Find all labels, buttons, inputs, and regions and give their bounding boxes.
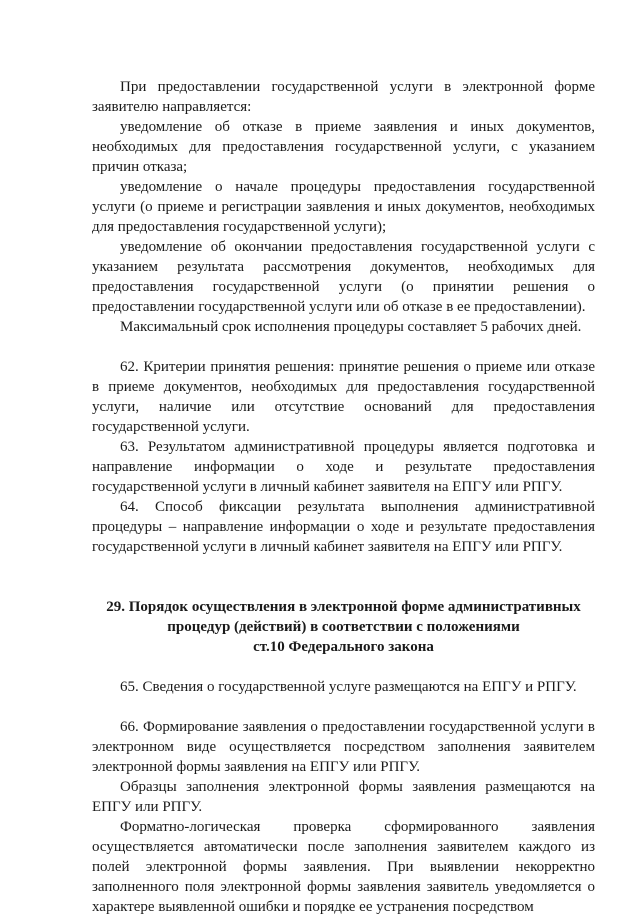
section-heading-line: 29. Порядок осуществления в электронной форме административных <box>106 599 581 615</box>
paragraph-66: 66. Формирование заявления о предоставлении государственной услуги в электронном виде осуществляется посредством заполнения заявителем электронной формы заявления на ЕПГУ или РПГУ. <box>92 719 595 775</box>
spacer <box>92 657 595 677</box>
section-heading <box>92 597 595 657</box>
paragraph-samples: Образцы заполнения электронной формы заявления размещаются на ЕПГУ или РПГУ. <box>92 779 595 815</box>
section-heading-line: процедур (действий) в соответствии с положениями <box>167 619 520 635</box>
paragraph-format-check: Форматно-логическая проверка сформированного заявления осуществляется автоматически после заполнения заявителем каждого из полей электронной формы заявления. При выявлении некорректно заполненного поля электронной формы заявления заявитель уведомляется о характере выявленной ошибки и порядке ее устранения посредством <box>92 819 595 915</box>
spacer <box>92 557 595 597</box>
paragraph-max-term: Максимальный срок исполнения процедуры составляет 5 рабочих дней. <box>120 319 582 335</box>
paragraph-64: 64. Способ фиксации результата выполнения административной процедуры – направление информации о ходе и результате предоставления государственной услуги в личный кабинет заявителя на ЕПГУ или РПГУ. <box>92 499 595 555</box>
section-heading-line: ст.10 Федерального закона <box>253 639 434 655</box>
paragraph-refusal-notice: уведомление об отказе в приеме заявления и иных документов, необходимых для предоставления государственной услуги, с указанием причин отказа; <box>92 119 595 175</box>
paragraph-65: 65. Сведения о государственной услуге размещаются на ЕПГУ и РПГУ. <box>120 679 577 695</box>
paragraph-62: 62. Критерии принятия решения: принятие решения о приеме или отказе в приеме документов, необходимых для предоставления государственной услуги, наличие или отсутствие оснований для предоставления государственной услуги. <box>92 359 595 435</box>
paragraph-start-notice: уведомление о начале процедуры предоставления государственной услуги (о приеме и регистрации заявления и иных документов, необходимых для предоставления государственной услуги); <box>92 179 595 235</box>
paragraph-end-notice: уведомление об окончании предоставления государственной услуги с указанием результата рассмотрения документов, необходимых для предоставления государственной услуги (о принятии решения о предоставлении государственной услуги или об отказе в ее предоставлении). <box>92 239 595 315</box>
spacer <box>92 697 595 717</box>
document-page <box>92 77 595 917</box>
spacer <box>92 337 595 357</box>
paragraph-intro: При предоставлении государственной услуги в электронной форме заявителю направляется: <box>92 79 595 115</box>
paragraph-63: 63. Результатом административной процедуры является подготовка и направление информации о ходе и результате предоставления государственной услуги в личный кабинет заявителя на ЕПГУ или РПГУ. <box>92 439 595 495</box>
